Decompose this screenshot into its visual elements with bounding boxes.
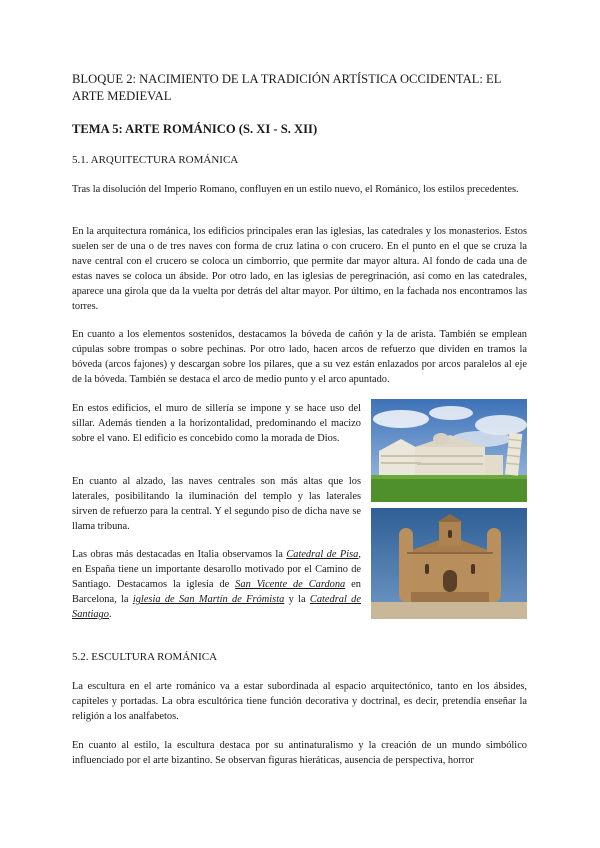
paragraph: En cuanto a los elementos sostenidos, destacamos la bóveda de cañón y la de arista. También se emplean cúpulas sobre trompas o sobre pechinas. Por otro lado, hacen arcos de refuerzo que dividen en tramos la bóveda (arcos fajones) y descargan sobre los pilares, que a su vez están enlazados por arcos paralelos al eje de la bóveda. También se destaca el arco de medio punto y el arco apuntado. [72, 329, 527, 386]
text: , en España tiene un importante desarollo motivado por el Camino de Santiago. Destacamos la iglesia de [72, 549, 361, 591]
fromista-church-photo [371, 508, 527, 619]
paragraph: En cuanto al alzado, las naves centrales son más altas que los laterales, posibilitando la iluminación del templo y las laterales sirven de refuerzo para la central. Y el segundo piso de dicha nave se llama tribuna. [72, 476, 361, 533]
paragraph: En la arquitectura románica, los edificios principales eran las iglesias, las catedrales y los monasterios. Estos suelen ser de una o de tres naves con forma de cruz latina o con crucero. En el punto en el que se cruza la nave central con el crucero se coloca un cimborrio, que permite dar mayor altura. Al fondo de cada una de estas naves se coloca un ábside. Por otro lado, en las iglesias de peregrinación, así como en las catedrales, aparece una girola que da la vuelta por detrás del altar mayor. Por último, en la fachada nos encontramos las torres. [72, 226, 527, 313]
text: y la [284, 594, 310, 606]
text: en Barcelona, la [72, 579, 361, 606]
section-heading-arquitectura: 5.1. ARQUITECTURA ROMÁNICA [72, 154, 239, 166]
text: Las obras más destacadas en Italia observamos la [72, 549, 287, 560]
link-catedral-santiago[interactable]: Catedral de Santiago [72, 594, 361, 621]
link-san-martin-fromista[interactable]: iglesia de San Martín de Frómista [132, 594, 285, 606]
paragraph-obras [72, 547, 361, 622]
link-san-vicente-cardona[interactable]: San Vicente de Cardona [235, 579, 346, 591]
block-title: BLOQUE 2: NACIMIENTO DE LA TRADICIÓN ARTÍSTICA OCCIDENTAL: EL ARTE MEDIEVAL [72, 72, 501, 103]
link-catedral-pisa[interactable]: Catedral de Pisa [286, 549, 359, 560]
paragraph: En estos edificios, el muro de sillería se impone y se hace uso del sillar. Además tienden a la horizontalidad, predominando el macizo sobre el vano. El edificio es concebido como la morada de Dios. [72, 403, 361, 445]
paragraph: La escultura en el arte románico va a estar subordinada al espacio arquitectónico, tanto en los ábsides, capiteles y portadas. La obra escultórica tiene función decorativa y doctrinal, es decir, pretendía enseñar la religión a los analfabetos. [72, 681, 527, 723]
tema-title: TEMA 5: ARTE ROMÁNICO (S. XI - S. XII) [72, 122, 318, 136]
section-heading-escultura: 5.2. ESCULTURA ROMÁNICA [72, 651, 218, 663]
pisa-cathedral-photo [371, 399, 527, 502]
paragraph: En cuanto al estilo, la escultura destaca por su antinaturalismo y la creación de un mundo simbólico influenciado por el arte bizantino. Se observan figuras hieráticas, ausencia de perspectiva, horror [72, 740, 527, 767]
paragraph: Tras la disolución del Imperio Romano, confluyen en un estilo nuevo, el Románico, los estilos precedentes. [72, 184, 519, 195]
text: . [108, 609, 112, 621]
